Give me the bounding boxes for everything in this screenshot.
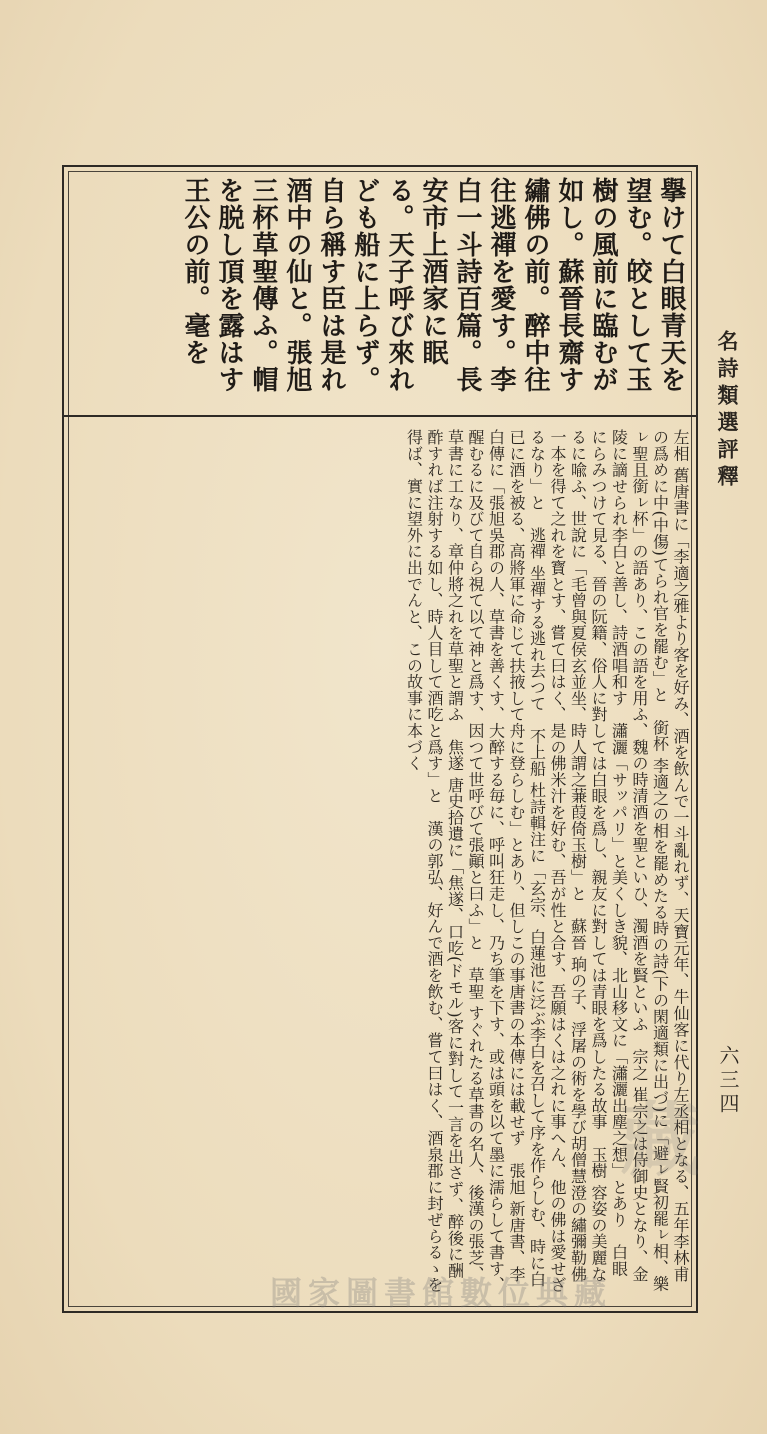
library-watermark: 國家圖書館數位典藏 <box>270 1274 613 1312</box>
annotation-notes: 左相 舊唐書に「李適之雅より客を好み、酒を飲んで一斗亂れず、天寶元年、牛仙客に代り左丞相となる、五年李林甫の爲めに中(中傷)てられ官を罷む」と 銜杯 李適之の相を罷めたる時の詩(下の閑適類に出づ)に「避ㇾ賢初罷ㇾ相、樂ㇾ聖且銜ㇾ杯」の語あり、この語を用ふ、魏の時清酒を聖といひ、濁酒を賢といふ 宗之 崔宗之は侍御史となり、金陵に謫せられ李白と善し、詩酒唱和す 瀟灑「サッパリ」と美くしき貌、北山移文に「瀟灑出塵之想」とあり 白眼 にらみつけて見る、晉の阮籍、俗人に對しては白眼を爲し、親友に對しては青眼を爲したる故事 玉樹 容姿の美麗なるに喩ふ、世說に「毛曾與夏侯玄並坐、時人謂之蒹葭倚玉樹」と 蘇晉 珦の子、浮屠の術を學び胡僧慧澄の繡彌勒佛一本を得て之れを寳とす、嘗て曰はく、是の佛米汁を好む、吾が性と合す、吾願はくは之れに事へん、他の佛は愛せざるなり」と 逃禪 坐禪する逃れ去つて 不上船 杜詩輯注に「玄宗、白蓮池に泛ぶ李白を召して序を作らしむ、時に白已に酒を被る、高將軍に命じて扶掖して舟に登らしむ」とあり、但しこの事唐書の本傳には載せず 張旭 新唐書、李白傳に「張旭吳郡の人、草書を善くす、大醉する毎に、呼叫狂走し、乃ち筆を下す、或は頭を以て墨に濡らして書す、醒むるに及びて自ら視て以て神と爲す、因つて世呼びて張顚と曰ふ」と 草聖 すぐれたる草書の名人、後漢の張芝、草書に工なり、章仲將之れを草聖と謂ふ 焦遂 唐史拾遺に「焦遂、口吃(ドモル)客に對して一言を出さず、醉後に酬酢すれば注射する如し、時人目して酒吃と爲す」と 漢の郭弘、好んで酒を飲む、嘗て曰はく、酒泉郡に封ぜらるゝを得ば、實に望外に出でんと、この故事に本づく <box>404 429 690 1293</box>
poem-main-text: 擧けて白眼青天を望む。皎として玉樹の風前に臨むが如し。蘇晉長齋す繡佛の前。醉中往往逃禪を愛す。李白一斗詩百篇。長安市上酒家に眠る。天子呼び來れども船に上らず。自ら稱す臣は是れ酒中の仙と。張旭三杯草聖傳ふ。帽を脱し頂を露はす王公の前。毫を <box>180 177 686 393</box>
section-divider <box>64 415 696 417</box>
page-number: 六三四 <box>716 1045 740 1117</box>
library-seal-mark: 藏 <box>620 1093 700 1187</box>
running-title: 名詩類選評釋 <box>715 330 740 492</box>
